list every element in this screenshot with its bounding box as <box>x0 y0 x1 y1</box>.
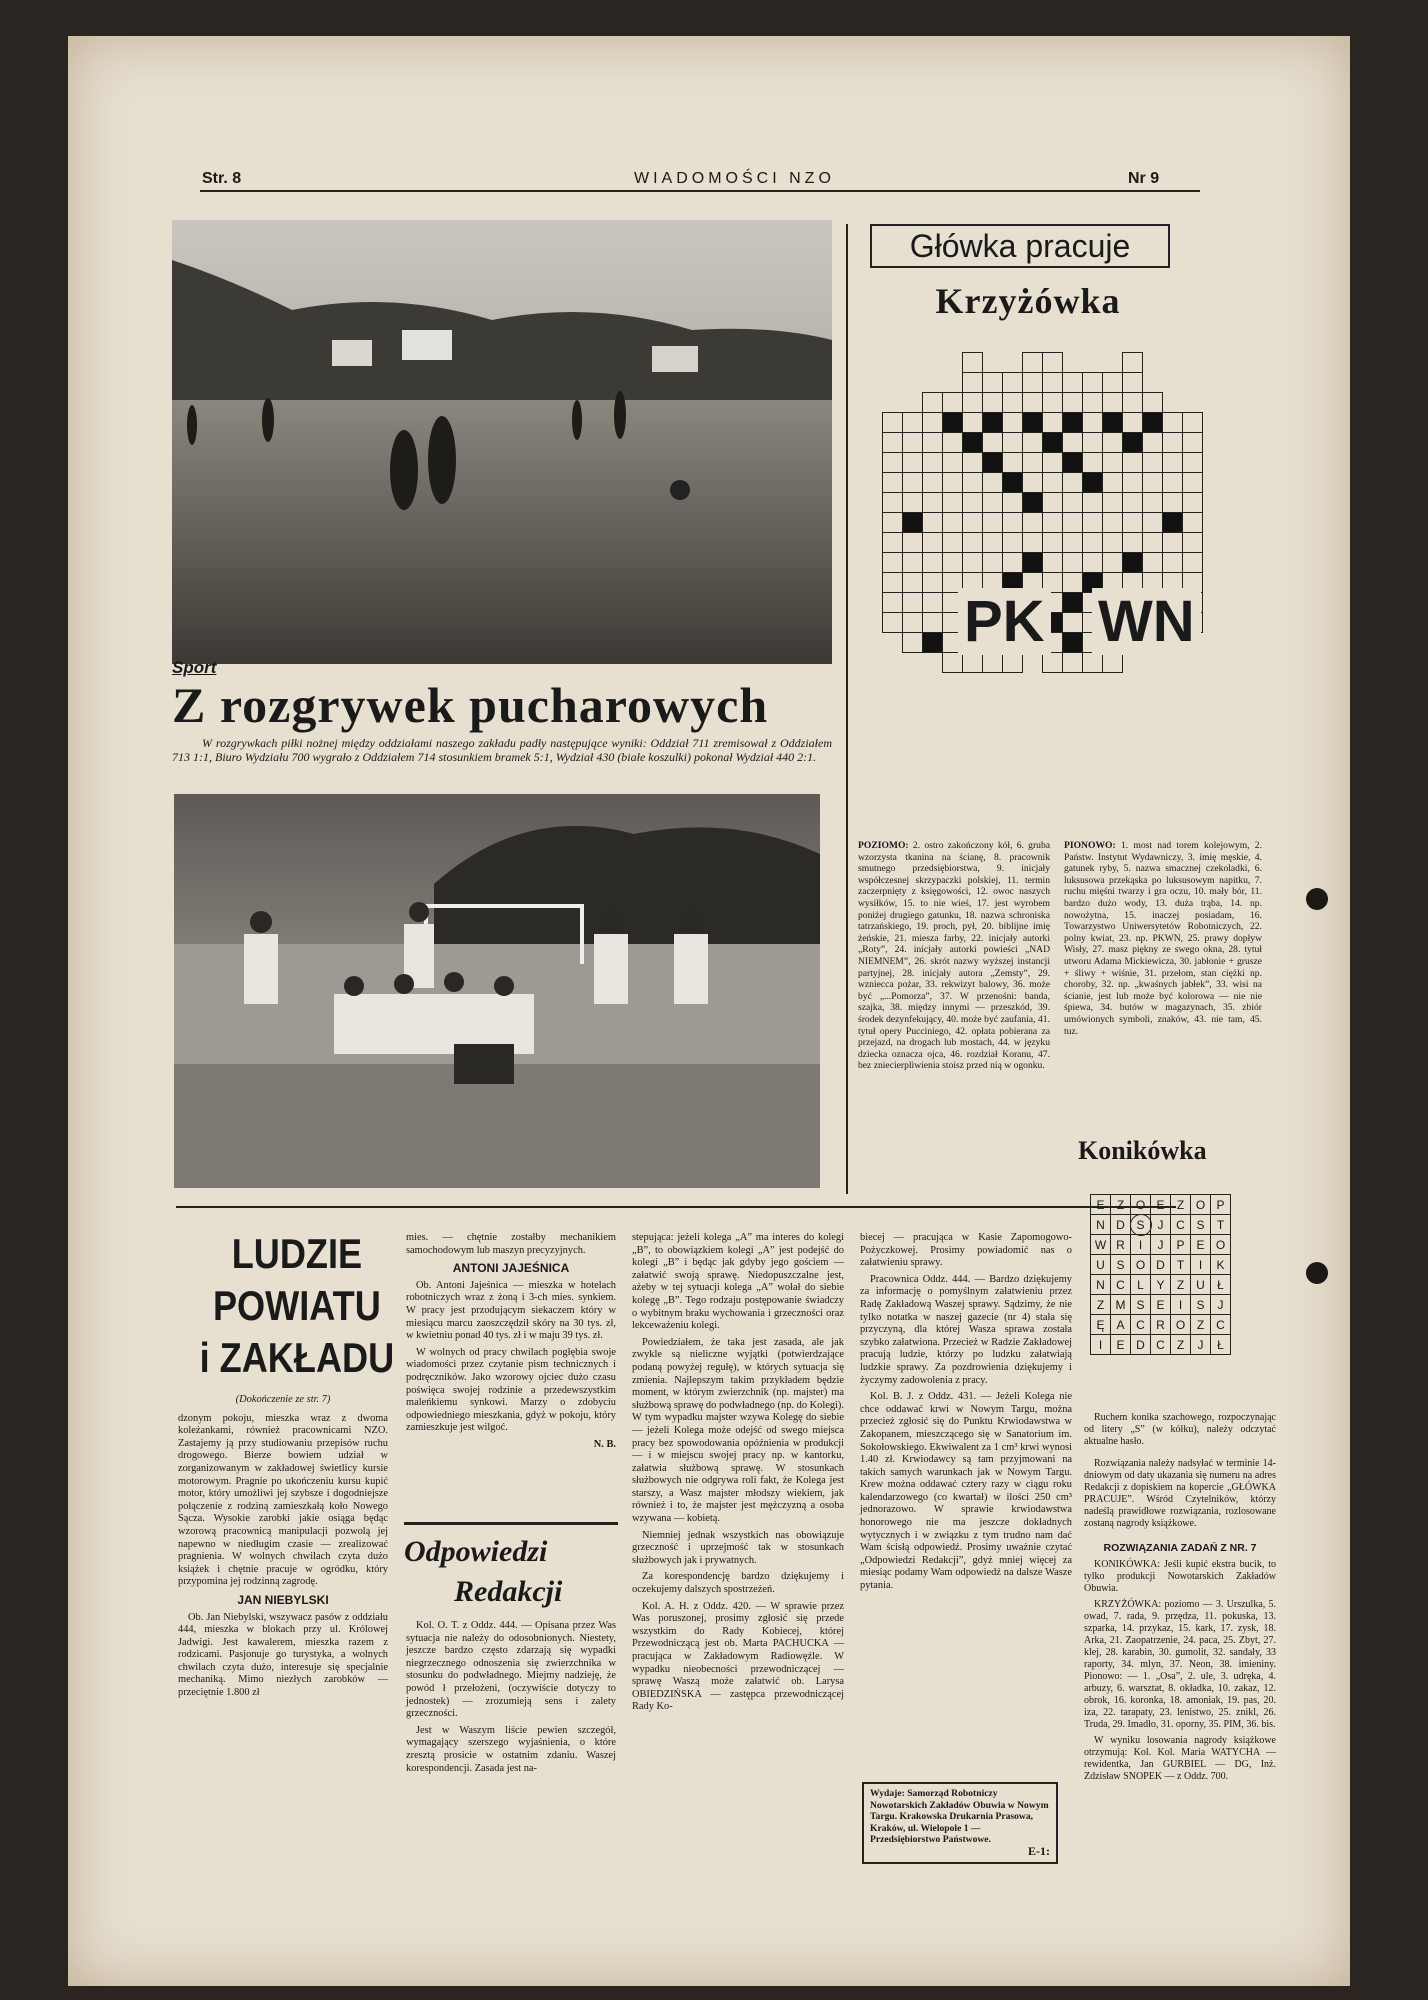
konik-cell[interactable]: I <box>1131 1235 1151 1255</box>
ludzie-p4: Ob. Antoni Jajeśnica — mieszka w hotelach robotniczych wraz z żoną i 3-ch mies. synkiem. W pracy jest przodującym siekaczem który w miesiącu marcu zaoszczędził skóry na 30 tys. zł, w kwietniu ponad 40 tys. zł i w maju 39 tys. zł. <box>406 1279 616 1342</box>
konik-cell[interactable]: C <box>1171 1215 1191 1235</box>
imprint-text: Wydaje: Samorząd Robotniczy Nowotarskich Zakładów Obuwia w Nowym Targu. Krakowska Drukarnia Prasowa, Kraków, ul. Wielopole 1 — Przedsiębiorstwo Państwowe. <box>870 1788 1049 1846</box>
konik-cell[interactable]: J <box>1211 1295 1231 1315</box>
konik-cell[interactable]: O <box>1131 1195 1151 1215</box>
down-text: 1. most nad torem kolejowym, 2. Państw. Instytut Wydawniczy, 3. imię męskie, 4. gatunek ryby, 5. nazwa smacznej czekoladki, 6. luksusowa przekąska po luksusowym napitku, 7. ruchu mięśni twarzy i gra oczu, 10. mały bór, 11. bardzo dużo wody, 13. duża trąba, 14. np. nowożytna, 15. inaczej posiadam, 16. Towarzystwo Uniwersytetów Robotniczych, 22. polny kwiat, 23. np. PKWN, 25. prawy dopływ Wisły, 27. masz piękny ze swego okna, 28. tytuł utworu Adama Mickiewicza, 30. jabłonie + grusze + śliwy + wiśnie, 31. przełom, stan ciężki np. choroby, 32. np. „kwaśnych jabłek”, 33. wisi na ścianie, jest lub może być kolorowa — nie nie śpiewa, 34. butów w magazynach, 35. zbiór umówionych symboli, znaków, 43. nie tam, 45. tuz. <box>1064 840 1262 1037</box>
konik-cell[interactable]: W <box>1091 1235 1111 1255</box>
konik-cell[interactable]: Z <box>1091 1295 1111 1315</box>
konik-cell[interactable]: P <box>1211 1195 1231 1215</box>
konik-cell[interactable]: J <box>1191 1335 1211 1355</box>
konik-cell[interactable]: J <box>1151 1235 1171 1255</box>
column-divider <box>846 224 848 1194</box>
imprint-code: E-1: <box>1028 1843 1050 1858</box>
konik-row <box>1091 1255 1231 1275</box>
konik-cell[interactable]: S <box>1131 1215 1151 1235</box>
konik-cell[interactable]: L <box>1131 1275 1151 1295</box>
binding-hole-icon <box>1306 888 1328 910</box>
newspaper-page <box>68 36 1350 1986</box>
winners: W wyniku losowania nagrody książkowe otrzymują: Kol. Kol. Maria WATYCHA — rewidentka, Jan GURBIEL — DG, Inż. Zdzisław SNOPEK — z Oddz. 700. <box>1084 1735 1276 1782</box>
konik-cell[interactable]: R <box>1151 1315 1171 1335</box>
konik-grid[interactable] <box>1090 1194 1231 1355</box>
ludzie-col-1 <box>178 1388 388 1704</box>
konik-cell[interactable]: U <box>1091 1255 1111 1275</box>
odp-p6: Za korespondencję bardzo dziękujemy i oczekujemy dalszych spostrzeżeń. <box>632 1571 844 1596</box>
newspaper-title: WIADOMOŚCI NZO <box>634 170 835 187</box>
konik-cell[interactable]: Z <box>1171 1275 1191 1295</box>
konik-cell[interactable]: Ę <box>1091 1315 1111 1335</box>
konik-cell[interactable]: O <box>1171 1315 1191 1335</box>
across-clues <box>858 840 1050 1072</box>
konik-cell[interactable]: E <box>1151 1195 1171 1215</box>
crossword-title: Krzyżówka <box>935 281 1121 321</box>
odp-p5: Niemniej jednak wszystkich nas obowiązuje grzeczność i uprzejmość tak w stosunkach służbowych jak i prywatnych. <box>632 1529 844 1566</box>
konik-cell[interactable]: E <box>1191 1235 1211 1255</box>
konik-row <box>1091 1235 1231 1255</box>
header-rule <box>200 190 1200 192</box>
konik-row <box>1091 1195 1231 1215</box>
konik-cell[interactable]: O <box>1131 1255 1151 1275</box>
konik-cell[interactable]: D <box>1131 1335 1151 1355</box>
konik-cell[interactable]: P <box>1171 1235 1191 1255</box>
konik-cell[interactable]: I <box>1171 1295 1191 1315</box>
solutions-konik: KONIKÓWKA: Jeśli kupić ekstra bucik, to tylko produkcji Nowotarskich Zakładów Obuwia. <box>1084 1559 1276 1594</box>
konik-cell[interactable]: J <box>1151 1215 1171 1235</box>
konik-cell[interactable]: Z <box>1111 1195 1131 1215</box>
solutions-krzyzowka: KRZYŻÓWKA: poziomo — 3. Urszulka, 5. owad, 7. rada, 9. przędza, 11. pokuska, 13. szparka, 14. przykaz, 15. kark, 17. zysk, 18. Arka, 21. Zaopatrzenie, 24. paca, 25. Zbyt, 27. klej, 28. karabin, 30. gumolit, 32. sandały, 33 raporty, 34. mlyn, 37. Neon, 38. imieniny. Pionowo: — 1. „Osa”, 2. ule, 3. udręka, 4. arbuzy, 6. warsztat, 8. okładka, 10. zakaz, 12. obrok, 16. koronka, 18. amoniak, 19. pas, 20. iza, 22. tarapaty, 23. lenistwo, 25. znikl, 26. Truda, 29. Imadło, 31. oporny, 35. PIM, 36. bis. <box>1084 1599 1276 1730</box>
konik-row <box>1091 1275 1231 1295</box>
issue-number: Nr 9 <box>1128 170 1160 187</box>
konik-cell[interactable]: Ł <box>1211 1335 1231 1355</box>
odp-title-2: Redakcji <box>454 1575 563 1608</box>
ludzie-title-1: LUDZIE <box>231 1230 363 1277</box>
konik-cell[interactable]: C <box>1111 1275 1131 1295</box>
section-rule <box>176 1206 1176 1208</box>
konik-cell[interactable]: T <box>1211 1215 1231 1235</box>
konik-row <box>1091 1215 1231 1235</box>
konik-cell[interactable]: S <box>1191 1295 1211 1315</box>
continued-note: (Dokończenie ze str. 7) <box>235 1394 331 1405</box>
konik-cell[interactable]: Z <box>1171 1195 1191 1215</box>
ludzie-title-2: POWIATU <box>212 1282 381 1329</box>
konik-cell[interactable]: E <box>1091 1195 1111 1215</box>
football-match-photo <box>172 220 832 664</box>
rules-text: Rozwiązania należy nadsyłać w terminie 14-dniowym od daty ukazania się numeru na adres Redakcji z dopiskiem na kopercie „GŁÓWKA PRACUJE”. Wśród Czytelników, którzy nadeślą prawidłowe rozwiązania, rozlosowane zostaną nagrody książkowe. <box>1084 1458 1276 1529</box>
sport-lead: W rozgrywkach piłki nożnej między oddziałami naszego zakładu padły następujące wyniki: Oddział 711 zremisował z Oddziałem 713 1:1, Biuro Wydziału 700 wygrało z Oddziałem 714 stosunkiem bramek 5:1, Wydział 430 (białe koszulki) pokonał Wydział 440 2:1. <box>172 736 832 764</box>
odp-col-1 <box>406 1620 616 1779</box>
konik-cell[interactable]: I <box>1191 1255 1211 1275</box>
solutions-title: ROZWIĄZANIA ZADAŃ Z NR. 7 <box>1103 1542 1257 1554</box>
konik-cell[interactable]: R <box>1111 1235 1131 1255</box>
konik-instructions <box>1084 1412 1276 1787</box>
konik-cell[interactable]: D <box>1151 1255 1171 1275</box>
ludzie-col-2 <box>406 1232 616 1456</box>
ludzie-title-3: i ZAKŁADU <box>199 1334 395 1381</box>
ludzie-p3: mies. — chętnie zostałby mechanikiem samochodowym lub maszyn precyzyjnych. <box>406 1232 616 1256</box>
odp-p1: Kol. O. T. z Oddz. 444. — Opisana przez Was sytuacja nie należy do odosobnionych. Niestety, jeszcze bardzo często zdarzają się wypadki niegrzecznego odnoszenia się zwierzchnika w stosunku do podwładnego. Miejmy nadzieję, że powód ł przełożeni, (oczywiście dotyczy to jednostek) — zrozumieją sens i zalety grzeczności. <box>406 1620 616 1720</box>
jan-niebylski-heading: JAN NIEBYLSKI <box>237 1592 329 1607</box>
ludzie-title <box>198 1228 396 1384</box>
sport-headline: Z rozgrywek pucharowych <box>172 677 769 733</box>
odp-p8: biecej — pracująca w Kasie Zapomogowo-Pożyczkowej. Prosimy powiadomić nas o załatwieniu sprawy. <box>860 1232 1072 1269</box>
odp-title-1: Odpowiedzi <box>404 1535 548 1568</box>
odp-p4: Powiedziałem, że taka jest zasada, ale jak zwykle są nieliczne wyjątki (potwierdzające podaną powyżej regułę), w których sytuacja się zmienia. Najlepszym takim przykładem będzie moment, w którym zwierzchnik (np. majster) ma służbową sprawę do podwładnego (np. do Kolegi). W tym wypadku majster wzywa Kolegę do siebie — jeżeli Kolega może odejść od swego miejsca pracy bez spowodowania opóźnienia w produkcji — i w miejscu swojej pracy np. w kantorku, załatwia służbową sprawę. W stosunkach służbowych nie odgrywa roli fakt, że Kolega jest starszy, a Wasz majster młodszy wiekiem, jak również i to, że majster jest mężczyzną a osoba wzywana — kobietą. <box>632 1336 844 1525</box>
ludzie-p5: W wolnych od pracy chwilach pogłębia swoje wiadomości przez czytanie pism technicznych i podręczników. Jako wzorowy ojciec dużo czasu poświęca swojej rodzinie a przedewszystkim maleńkiemu synkowi. Marzy o zdobyciu odpowiedniego mieszkania, gdyż w pokoju, który zamieszkuje jest wilgoć. <box>406 1346 616 1434</box>
konik-cell[interactable]: Z <box>1171 1335 1191 1355</box>
konik-cell[interactable]: K <box>1211 1255 1231 1275</box>
grid-word-right: WN <box>1092 588 1201 655</box>
konik-cell[interactable]: E <box>1111 1335 1131 1355</box>
konik-row <box>1091 1315 1231 1335</box>
konik-cell[interactable]: Ł <box>1211 1275 1231 1295</box>
konik-cell[interactable]: D <box>1111 1215 1131 1235</box>
down-label: PIONOWO: <box>1064 840 1116 851</box>
odp-p3: stepująca: jeżeli kolega „A” ma interes do kolegi „B”, to obowiązkiem kolegi „A” jest podejść do kolegi „B” i będąc jak gdyby jego gościem — załatwić swoją sprawę. Niedopuszczalne jest, ażeby w tej sytuacji kolega „A” wołał do siebie kolegę „B”. Tego rodzaju postępowanie świadczy o wybitnym braku wychowania i grzeczności oraz lekceważeniu kolegi. <box>632 1232 844 1332</box>
konik-text: Ruchem konika szachowego, rozpoczynając od litery „S” (w kółku), należy odczytać aktualne hasło. <box>1084 1412 1276 1447</box>
konik-cell[interactable]: T <box>1171 1255 1191 1275</box>
konik-cell[interactable]: O <box>1191 1195 1211 1215</box>
konik-row <box>1091 1295 1231 1315</box>
odp-p7: Kol. A. H. z Oddz. 420. — W sprawie przez Was poruszonej, prosimy zgłosić się przede wszystkim do Rady Kobiecej, której Przewodniczącą jest ob. Marta PACHUCKA — pracująca w Zakładowym Radiowęźle. W wypadku nieobecności przewodniczącej — sprawę Waszą może załatwić ob. Larysa OBIEDZIŃSKA — zastępca przewodniczącej Rady Ko- <box>632 1600 844 1713</box>
across-text: 2. ostro zakończony kół, 6. gruba wzorzysta tkanina na ścianę, 8. pracownik smutnego przedsiębiorstwa, 9. inicjały współczesnej skrzypaczki polskiej, 11. termin zaczerpnięty z księgowości, 12. owoc naszych wysiłków, 15. to nie wieś, 17. jest wyrobem poniżej drugiego gatunku, 18. nazwa schroniska tatrzańskiego, 19. proch, pył, 20. biblijne imię żeńskie, 21. miesza farby, 22. inicjały autorki „Roty”, 24. inicjały autorki powieści „NAD NIEMNEM”, 26. skrót nazwy wyższej instancji partyjnej, 28. inicjały autora „Zemsty”, 29. wzniecca pożar, 33. rekwizyt balowy, 36. może być „...Pomorza”, 37. W przenośni: banda, szajka, 38. między innymi — przeszkód, 39. środek dezynfekujący, 40. może być zaufania, 41. tytuł opery Pucciniego, 42. opłata pobierana za przejazd, na drogach lub mostach, 44. w języku dziecka oznacza ojca, 46. rozdział Koranu, 47. bez zniecierpliwienia stoisz przed nią w ogonku. <box>858 840 1050 1072</box>
odp-p2: Jest w Waszym liście pewien szczegół, wymagający szerszego wyjaśnienia, o które zresztą prosicie w ostatnim zdaniu. Waszej korespondencji. Zasada jest na- <box>406 1724 616 1774</box>
odp-col-2 <box>632 1232 844 1718</box>
puzzle-banner: Główka pracuje <box>870 224 1170 268</box>
down-clues <box>1064 840 1262 1037</box>
ludzie-p1: dzonym pokoju, mieszka wraz z dwoma koleżankami, również pracownicami NZO. Zastajemy ją przy studiowaniu przepisów ruchu drogowego. Bierze bowiem udział w zorganizowanym w zakładowej świetlicy kursie motorowym. Pragnie po ukończeniu kursu kupić motor, który umożliwi jej szybsze i dogodniejsze połączenie z rodziną zamieszkałą koło Nowego Sącza. Wysokie zarobki jakie osiąga będąc wzorową pracownicą manipulacji pozwolą jej napewno w niedługim czasie — zrealizować pragnienia. W wolnych chwilach czyta dużo książek i chętnie pracuje w ogródku, który przypomina jej rodzinną zagrodę. <box>178 1412 388 1588</box>
konik-row <box>1091 1335 1231 1355</box>
konik-cell[interactable]: N <box>1091 1275 1111 1295</box>
grid-word-left: PK <box>958 588 1051 655</box>
konik-cell[interactable]: C <box>1211 1315 1231 1335</box>
konik-cell[interactable]: Z <box>1191 1315 1211 1335</box>
konik-cell[interactable]: O <box>1211 1235 1231 1255</box>
imprint-box <box>862 1782 1058 1864</box>
konik-cell[interactable]: A <box>1111 1315 1131 1335</box>
konik-cell[interactable]: S <box>1191 1215 1211 1235</box>
ludzie-p2: Ob. Jan Niebylski, wszywacz pasów z oddziału 444, mieszka w blokach przy ul. Królowej Jadwigi. Jest kawalerem, mieszka razem z rodzicami. Pasjonuje go turystyka, a wolnych chwilach czyta dużo, interesuje się specjalnie mechaniką. Mimo niezłych zarobków — przeciętnie 1.800 zł <box>178 1611 388 1699</box>
konik-cell[interactable]: N <box>1091 1215 1111 1235</box>
konik-cell[interactable]: S <box>1131 1295 1151 1315</box>
odp-title <box>404 1532 618 1612</box>
odp-rule-top <box>404 1522 618 1525</box>
konik-title: Konikówka <box>1078 1136 1207 1165</box>
konik-cell[interactable]: M <box>1111 1295 1131 1315</box>
binding-hole-icon <box>1306 1262 1328 1284</box>
konik-cell[interactable]: E <box>1151 1295 1171 1315</box>
konik-cell[interactable]: U <box>1191 1275 1211 1295</box>
team-photo <box>174 794 820 1188</box>
across-label: POZIOMO: <box>858 840 909 851</box>
odp-p9: Pracownica Oddz. 444. — Bardzo dziękujemy za informację o pomyślnym załatwieniu przez Radę Zakładową Waszej sprawy. Sądzimy, że nie tylko notatka w naszej gazecie (nr 4) stała się przyczyną, dla której Wasza sprawa została szybko załatwiona. Przecież w Radzie Zakładowej pracują ludzie, którzy po ludzku załatwiają ludzkie sprawy. Za pozdrowienia dziękujemy i życzymy zadowolenia z pracy. <box>860 1273 1072 1386</box>
odp-col-3 <box>860 1232 1072 1597</box>
signature: N. B. <box>593 1438 616 1450</box>
konik-cell[interactable]: C <box>1131 1315 1151 1335</box>
odp-p10: Kol. B. J. z Oddz. 431. — Jeżeli Kolega nie chce oddawać krwi w Nowym Targu, można przecież zgłosić się do Punktu Krwiodawstwa w Zakopanem, mieszczącego się w Sanatorium im. Sokołowskiego. Ekwiwalent za 1 cm³ krwi wynosi 1.40 zł. Krwiodawcy są tam przyjmowani na takich samych warunkach jak w Nowym Targu. Krew można oddawać cztery razy w ciągu roku kalendarzowego (co kwartał) w ilości 250 cm³ jednorazowo. W sprawie krwiodawstwa honorowego nie ma jeszcze dokładnych wytycznych i w związku z tym trudno nam dać Wam ścisłą odpowiedź. Prosimy uważnie czytać „Odpowiedzi Redakcji”, gdyż mniej więcej za miesiąc podamy Wam odpowiedź na dalsze Wasze pytania. <box>860 1391 1072 1592</box>
konik-cell[interactable]: C <box>1151 1335 1171 1355</box>
page-number: Str. 8 <box>202 170 242 187</box>
konik-cell[interactable]: Y <box>1151 1275 1171 1295</box>
konik-cell[interactable]: I <box>1091 1335 1111 1355</box>
konik-cell[interactable]: S <box>1111 1255 1131 1275</box>
antoni-jajesnica-heading: ANTONI JAJEŚNICA <box>452 1261 570 1276</box>
section-kicker: Sport <box>172 658 217 677</box>
